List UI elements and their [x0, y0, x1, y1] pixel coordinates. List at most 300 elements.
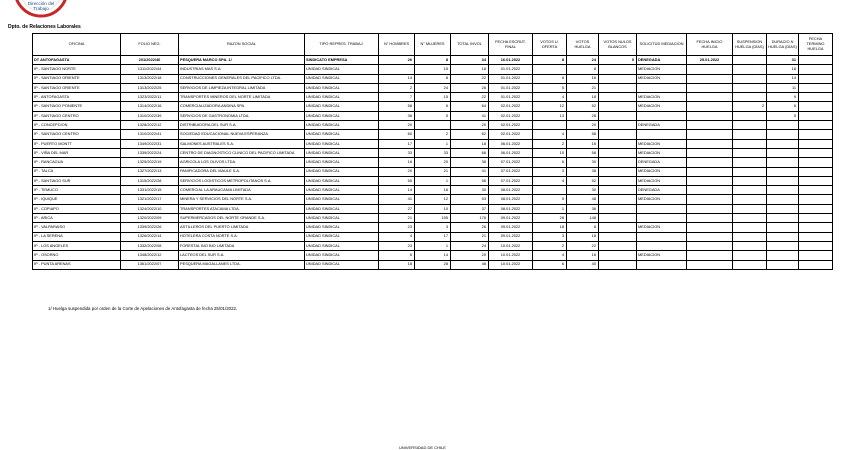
table-cell: UNIDAD SINDICAL: [305, 65, 379, 74]
table-cell: 08.01.2022: [489, 195, 533, 204]
table-cell: 01.01.2022: [489, 74, 533, 83]
strikes-table: [32, 33, 833, 270]
table-cell: PANIFICADORA DEL MAULE S.A.: [179, 167, 305, 176]
table-cell: IP - TALCA: [33, 167, 121, 176]
table-cell: 176: [451, 214, 489, 223]
table-cell: [799, 111, 833, 120]
table-cell: [599, 176, 637, 185]
table-cell: 02.01.2022: [489, 121, 533, 130]
table-cell: 1: [415, 139, 451, 148]
table-cell: [599, 251, 637, 260]
table-cell: TRANSPORTES MINEROS DEL NORTE LIMITADA: [179, 93, 305, 102]
table-cell: IP - VALPARAISO: [33, 223, 121, 232]
table-cell: [687, 158, 733, 167]
table-cell: [733, 74, 767, 83]
table-cell: 10.01.2022: [489, 251, 533, 260]
table-cell: [379, 65, 415, 74]
table-cell: [767, 158, 799, 167]
table-cell: 18: [767, 65, 799, 74]
table-cell: [733, 167, 767, 176]
table-cell: 22: [451, 74, 489, 83]
table-row: [33, 223, 833, 232]
table-cell: 25.01.2022: [687, 56, 733, 65]
table-cell: [733, 176, 767, 185]
table-cell: MEDIACION: [637, 148, 687, 157]
table-cell: UNIDAD SINDICAL: [305, 139, 379, 148]
column-header: SOLICITUD MEDIACION: [637, 34, 687, 56]
table-cell: 8: [533, 56, 567, 65]
table-row: [33, 251, 833, 260]
table-cell: 21: [451, 232, 489, 241]
table-cell: 4: [533, 93, 567, 102]
table-cell: 14: [379, 186, 415, 195]
table-cell: 62: [451, 130, 489, 139]
column-header: N° MUJERES: [415, 34, 451, 56]
table-cell: UNIDAD SINDICAL: [305, 260, 379, 269]
table-cell: [599, 148, 637, 157]
column-header: VOTOS HUELGA: [567, 34, 599, 56]
table-cell: 48: [567, 195, 599, 204]
table-cell: 16: [415, 186, 451, 195]
table-cell: 22: [451, 93, 489, 102]
table-cell: 8: [415, 74, 451, 83]
table-cell: 24: [451, 241, 489, 250]
table-cell: 15: [415, 93, 451, 102]
column-header: VOTOS U. OFERTA: [533, 34, 567, 56]
table-cell: 1: [415, 176, 451, 185]
table-cell: 4: [379, 232, 415, 241]
table-cell: [733, 260, 767, 269]
table-cell: 14: [767, 74, 799, 83]
table-cell: MEDIACION: [637, 102, 687, 111]
table-cell: 23: [379, 223, 415, 232]
table-cell: 2: [533, 139, 567, 148]
table-cell: IP - IQUIQUE: [33, 195, 121, 204]
table-cell: DENEGADA: [637, 186, 687, 195]
table-cell: UNIDAD SINDICAL: [305, 214, 379, 223]
table-row: [33, 93, 833, 102]
table-cell: 10: [533, 148, 567, 157]
table-cell: 1310/2022/41: [121, 130, 179, 139]
table-cell: [767, 204, 799, 213]
table-cell: [799, 121, 833, 130]
table-cell: DT ANTOFAGASTA: [33, 56, 121, 65]
table-cell: 1331/2022/15: [121, 186, 179, 195]
table-cell: 52: [567, 102, 599, 111]
table-cell: 12: [415, 195, 451, 204]
table-cell: SALMONES AUSTRALES S.A.: [179, 139, 305, 148]
table-cell: MEDIACION: [637, 65, 687, 74]
table-cell: IP - LA SERENA: [33, 232, 121, 241]
table-cell: [767, 232, 799, 241]
table-cell: UNIDAD SINDICAL: [305, 83, 379, 92]
table-cell: 20: [451, 121, 489, 130]
table-cell: 16: [567, 251, 599, 260]
table-cell: UNIDAD SINDICAL: [305, 186, 379, 195]
table-cell: [733, 111, 767, 120]
table-cell: [599, 102, 637, 111]
table-cell: [733, 195, 767, 204]
table-cell: [599, 139, 637, 148]
table-cell: [733, 83, 767, 92]
table-cell: IP - SANTIAGO ORIENTE: [33, 74, 121, 83]
table-cell: [599, 130, 637, 139]
table-cell: 28: [415, 260, 451, 269]
table-cell: 18: [533, 223, 567, 232]
table-cell: IP - CONCEPCION: [33, 121, 121, 130]
table-cell: HOTELERA COSTA NORTE S.A.: [179, 232, 305, 241]
table-cell: [799, 186, 833, 195]
table-cell: [687, 232, 733, 241]
table-cell: [767, 260, 799, 269]
table-cell: MEDIACION: [637, 195, 687, 204]
table-cell: [637, 232, 687, 241]
table-cell: 09.01.2022: [489, 232, 533, 241]
table-cell: [799, 223, 833, 232]
table-cell: IP - SANTIAGO NORTE: [33, 65, 121, 74]
table-cell: 1328/2022/12: [121, 121, 179, 130]
table-cell: 60: [379, 130, 415, 139]
table-cell: [637, 204, 687, 213]
table-cell: [599, 121, 637, 130]
table-cell: [767, 139, 799, 148]
table-cell: 21: [415, 167, 451, 176]
table-cell: 1361/2022/07: [121, 260, 179, 269]
table-cell: [799, 232, 833, 241]
table-cell: 16.01.2022: [489, 56, 533, 65]
table-cell: 1327/2022/13: [121, 167, 179, 176]
table-cell: CENTRO DE DIAGNOSTICO CLINICO DEL PACIFICO LIMITADA: [179, 148, 305, 157]
table-cell: 4: [533, 130, 567, 139]
table-cell: 20: [379, 121, 415, 130]
table-cell: 18: [451, 65, 489, 74]
footnote: 1/ Huelga suspendida por orden de la Corte de Apelaciones de Antofagasta de fecha 25/01/2022.: [48, 306, 238, 311]
table-cell: [733, 232, 767, 241]
table-cell: 14: [379, 74, 415, 83]
table-cell: 6: [415, 102, 451, 111]
table-cell: 07.01.2022: [489, 176, 533, 185]
table-row: [33, 148, 833, 157]
table-cell: [767, 195, 799, 204]
table-row: [33, 204, 833, 213]
table-cell: [599, 158, 637, 167]
table-cell: IP - SANTIAGO SUR: [33, 176, 121, 185]
table-cell: 1332/2022/08: [121, 241, 179, 250]
direccion-del-trabajo-logo: [12, 0, 70, 18]
table-cell: 4: [533, 251, 567, 260]
table-cell: [799, 241, 833, 250]
table-cell: 28: [567, 111, 599, 120]
table-cell: LACTEOS DEL SUR S.A.: [179, 251, 305, 260]
table-cell: [767, 121, 799, 130]
table-cell: [687, 93, 733, 102]
table-cell: [733, 56, 767, 65]
table-cell: 41: [379, 195, 415, 204]
table-cell: 21: [379, 214, 415, 223]
table-cell: MEDIACION: [637, 223, 687, 232]
table-cell: 30: [567, 186, 599, 195]
table-cell: [767, 148, 799, 157]
table-cell: IP - SANTIAGO CENTRO: [33, 111, 121, 120]
table-cell: [687, 214, 733, 223]
table-cell: 17: [415, 232, 451, 241]
table-body: [33, 56, 833, 270]
table-cell: [599, 83, 637, 92]
table-cell: 148: [567, 214, 599, 223]
table-cell: [637, 111, 687, 120]
table-cell: DENEGADA: [637, 121, 687, 130]
table-cell: UNIDAD SINDICAL: [305, 74, 379, 83]
table-cell: UNIDAD SINDICAL: [305, 148, 379, 157]
table-cell: 06.01.2022: [489, 148, 533, 157]
table-cell: [767, 251, 799, 260]
table-cell: 11: [767, 83, 799, 92]
table-cell: [599, 260, 637, 269]
table-cell: UNIDAD SINDICAL: [305, 121, 379, 130]
table-row: [33, 102, 833, 111]
table-cell: SUPERMERCADOS DEL NORTE GRANDE S.A.: [179, 214, 305, 223]
table-cell: [637, 214, 687, 223]
table-cell: 6: [379, 251, 415, 260]
table-cell: [687, 83, 733, 92]
table-cell: [637, 260, 687, 269]
table-row: [33, 65, 833, 74]
table-cell: [799, 148, 833, 157]
table-row: [33, 111, 833, 120]
table-cell: MEDIACION: [637, 176, 687, 185]
table-cell: [599, 93, 637, 102]
table-cell: 58: [379, 102, 415, 111]
table-cell: 2: [415, 130, 451, 139]
department-label: Dpto. de Relaciones Laborales: [8, 24, 81, 30]
table-cell: [733, 186, 767, 195]
table-cell: UNIDAD SINDICAL: [305, 241, 379, 250]
table-cell: [799, 56, 833, 65]
table-cell: [767, 223, 799, 232]
table-cell: IP - TEMUCO: [33, 186, 121, 195]
table-cell: DENEGADA: [637, 56, 687, 65]
table-cell: 02.01.2022: [489, 102, 533, 111]
column-header: FECHA ESCRUT. FINAL: [489, 34, 533, 56]
column-header: TIPO REPRES. TRABAJ.: [305, 34, 379, 56]
table-cell: 10: [415, 204, 451, 213]
table-cell: [599, 204, 637, 213]
table-cell: [599, 214, 637, 223]
table-cell: SOCIEDAD EDUCACIONAL NUEVA ESPERANZA: [179, 130, 305, 139]
table-cell: 01.01.2022: [489, 65, 533, 74]
table-cell: [599, 232, 637, 241]
table-cell: UNIDAD SINDICAL: [305, 130, 379, 139]
table-cell: 08.01.2022: [489, 186, 533, 195]
table-cell: 1326/2022/14: [121, 232, 179, 241]
table-cell: 1: [533, 204, 567, 213]
table-cell: 18: [379, 260, 415, 269]
table-cell: DISTRIBUIDORA DEL SUR S.A.: [179, 121, 305, 130]
table-cell: [687, 130, 733, 139]
table-cell: 27: [379, 204, 415, 213]
table-row: [33, 56, 833, 65]
table-cell: COMERCIAL LA ARAUCANIA LIMITADA: [179, 186, 305, 195]
table-cell: [799, 204, 833, 213]
table-cell: COMERCIALIZADORA ANDINA SPA.: [179, 102, 305, 111]
table-cell: 30: [567, 158, 599, 167]
table-cell: 201/2022/46: [121, 56, 179, 65]
column-header: OFICINA: [33, 34, 121, 56]
table-cell: 16: [567, 139, 599, 148]
table-cell: 31: [767, 56, 799, 65]
table-cell: 20: [379, 167, 415, 176]
table-cell: 1321/2022/17: [121, 195, 179, 204]
table-cell: 53: [451, 195, 489, 204]
table-cell: 18: [451, 139, 489, 148]
table-cell: [799, 65, 833, 74]
table-cell: [799, 214, 833, 223]
logo-text-line1: Dirección del: [27, 1, 55, 6]
table-cell: 23: [379, 241, 415, 250]
table-cell: 36: [379, 111, 415, 120]
table-row: [33, 121, 833, 130]
table-row: [33, 176, 833, 185]
table-cell: [599, 186, 637, 195]
table-cell: [687, 204, 733, 213]
table-cell: ASTILLEROS DEL PUERTO LIMITADA: [179, 223, 305, 232]
table-cell: [733, 130, 767, 139]
table-cell: SERVICIOS LOGISTICOS METROPOLITANOS S.A.: [179, 176, 305, 185]
table-cell: 1: [415, 241, 451, 250]
table-cell: [687, 241, 733, 250]
table-cell: 1339/2022/26: [121, 223, 179, 232]
strikes-table-container: [32, 33, 825, 270]
table-cell: [799, 260, 833, 269]
table-cell: [799, 83, 833, 92]
table-cell: 20: [451, 251, 489, 260]
table-cell: [599, 74, 637, 83]
table-cell: 20: [415, 158, 451, 167]
table-cell: UNIDAD SINDICAL: [305, 111, 379, 120]
table-cell: UNIDAD SINDICAL: [305, 167, 379, 176]
table-cell: [733, 223, 767, 232]
table-cell: 0: [599, 56, 637, 65]
table-cell: UNIDAD SINDICAL: [305, 93, 379, 102]
table-cell: SERVICIOS DE GASTRONOMIA LTDA.: [179, 111, 305, 120]
table-cell: 15: [415, 65, 451, 74]
table-cell: 10.01.2022: [489, 241, 533, 250]
table-cell: MEDIACION: [637, 93, 687, 102]
table-cell: [733, 148, 767, 157]
table-cell: 34: [451, 56, 489, 65]
table-cell: 2: [379, 83, 415, 92]
table-cell: 5: [767, 111, 799, 120]
table-cell: 64: [451, 102, 489, 111]
table-cell: [599, 111, 637, 120]
table-cell: [767, 176, 799, 185]
table-cell: [799, 93, 833, 102]
table-cell: [799, 158, 833, 167]
table-cell: UNIDAD SINDICAL: [305, 223, 379, 232]
table-cell: 40: [567, 260, 599, 269]
table-cell: 6: [533, 158, 567, 167]
table-cell: [733, 65, 767, 74]
table-cell: [733, 214, 767, 223]
table-cell: 02.01.2022: [489, 111, 533, 120]
table-cell: [767, 241, 799, 250]
table-cell: 9: [767, 93, 799, 102]
table-cell: 1320/2022/09: [121, 214, 179, 223]
table-cell: 5: [533, 195, 567, 204]
table-cell: [687, 139, 733, 148]
column-header: TOTAL INVOL: [451, 34, 489, 56]
table-cell: [687, 251, 733, 260]
table-cell: 33: [379, 148, 415, 157]
table-cell: TRANSPORTES ATACAMA LTDA.: [179, 204, 305, 213]
table-cell: [599, 195, 637, 204]
table-cell: 2: [533, 241, 567, 250]
table-cell: 37: [451, 204, 489, 213]
table-cell: UNIDAD SINDICAL: [305, 204, 379, 213]
table-cell: [733, 139, 767, 148]
table-cell: 2: [733, 102, 767, 111]
table-cell: 155: [415, 214, 451, 223]
table-cell: 08.01.2022: [489, 204, 533, 213]
table-row: [33, 130, 833, 139]
table-row: [33, 241, 833, 250]
table-cell: 41: [451, 167, 489, 176]
table-header-row: [33, 34, 833, 56]
table-cell: 8: [567, 65, 599, 74]
table-cell: [599, 167, 637, 176]
table-cell: 17: [379, 139, 415, 148]
table-cell: [533, 121, 567, 130]
table-cell: 24: [415, 83, 451, 92]
table-cell: [799, 139, 833, 148]
table-cell: IP - SANTIAGO ORIENTE: [33, 83, 121, 92]
table-cell: 01.01.2022: [489, 93, 533, 102]
table-cell: 18: [567, 232, 599, 241]
table-cell: 6: [533, 260, 567, 269]
table-cell: IP - VIÑA DEL MAR: [33, 148, 121, 157]
table-cell: MEDIACION: [637, 167, 687, 176]
table-cell: 01.01.2022: [489, 83, 533, 92]
table-cell: PESQUERA MAGALLANES LTDA.: [179, 260, 305, 269]
table-cell: [799, 176, 833, 185]
logo-text-line2: Trabajo: [33, 6, 49, 11]
table-cell: [637, 83, 687, 92]
table-cell: 1339/2022/24: [121, 148, 179, 157]
table-cell: 33: [415, 148, 451, 157]
column-header: FECHA INICIO HUELGA: [687, 34, 733, 56]
table-cell: MEDIACION: [637, 251, 687, 260]
table-cell: [767, 130, 799, 139]
table-cell: 36: [567, 204, 599, 213]
table-cell: IP - SANTIAGO PONIENTE: [33, 102, 121, 111]
table-cell: [687, 260, 733, 269]
table-cell: AGRICOLA LOS OLIVOS LTDA.: [179, 158, 305, 167]
table-cell: CONSTRUCCIONES GENERALES DEL PACIFICO LTDA.: [179, 74, 305, 83]
table-row: [33, 260, 833, 269]
table-cell: [767, 186, 799, 195]
table-cell: 6: [533, 74, 567, 83]
page-footer: UNIVERSIDAD DE CHILE: [399, 445, 446, 450]
table-row: [33, 195, 833, 204]
table-cell: 1349/2022/31: [121, 139, 179, 148]
table-cell: [687, 102, 733, 111]
table-cell: 13: [533, 111, 567, 120]
table-cell: [687, 167, 733, 176]
table-cell: MEDIACION: [637, 139, 687, 148]
table-cell: [767, 214, 799, 223]
table-cell: 02.01.2022: [489, 130, 533, 139]
table-cell: 16: [567, 74, 599, 83]
